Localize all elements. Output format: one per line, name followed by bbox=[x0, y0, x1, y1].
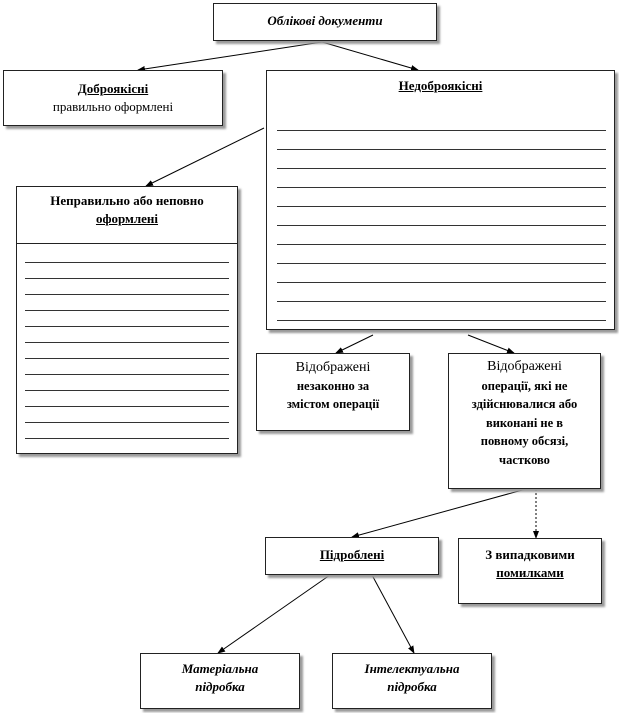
notdone-line1: Відображені bbox=[487, 359, 562, 374]
forged-box bbox=[265, 537, 439, 575]
notdone-box bbox=[448, 353, 601, 489]
arrow-bad-incorrect bbox=[146, 128, 264, 186]
intellectual-line2: підробка bbox=[387, 679, 437, 694]
arrow-forged-intellectual bbox=[372, 575, 414, 653]
notdone-line4: виконані не в bbox=[485, 415, 564, 430]
notdone-line5: повному обсязі, bbox=[480, 434, 569, 448]
intellectual-box bbox=[332, 653, 492, 709]
bad-box bbox=[266, 70, 615, 330]
good-subtitle: правильно оформлені bbox=[52, 99, 174, 114]
good-box bbox=[3, 70, 223, 126]
arrow-notdone-forged bbox=[352, 489, 526, 537]
notdone-line3: здійснювалися або bbox=[471, 397, 578, 411]
incorrect-box bbox=[16, 186, 238, 454]
intellectual-line1: Інтелектуальна bbox=[364, 661, 460, 676]
illegal-box bbox=[256, 353, 410, 431]
forged-title: Підроблені bbox=[319, 547, 385, 562]
illegal-line1: Відображені bbox=[295, 360, 371, 375]
root-box bbox=[213, 3, 437, 41]
illegal-line2: незаконно за bbox=[296, 379, 370, 393]
root-title: Облікові документи bbox=[267, 13, 383, 28]
notdone-line2: операції, які не bbox=[481, 378, 568, 393]
material-box bbox=[140, 653, 300, 709]
material-line2: підробка bbox=[195, 679, 245, 694]
arrow-forged-material bbox=[218, 575, 330, 653]
incorrect-title-line1: Неправильно або неповно bbox=[50, 193, 204, 208]
errors-line1: З випадковими bbox=[485, 547, 575, 562]
good-title: Доброякісні bbox=[77, 81, 149, 96]
incorrect-title-line2: оформлені bbox=[95, 211, 159, 226]
material-line1: Матеріальна bbox=[181, 661, 259, 676]
errors-box bbox=[458, 538, 602, 604]
illegal-line3: змістом операції bbox=[286, 397, 380, 411]
notdone-line6: частково bbox=[499, 452, 550, 467]
incorrect-blank-lines bbox=[25, 262, 229, 454]
arrow-root-bad bbox=[322, 42, 418, 70]
bad-blank-lines bbox=[277, 130, 606, 339]
errors-line2: помилками bbox=[496, 565, 564, 580]
arrow-root-good bbox=[138, 42, 322, 70]
bad-title: Недоброякісні bbox=[398, 78, 483, 93]
